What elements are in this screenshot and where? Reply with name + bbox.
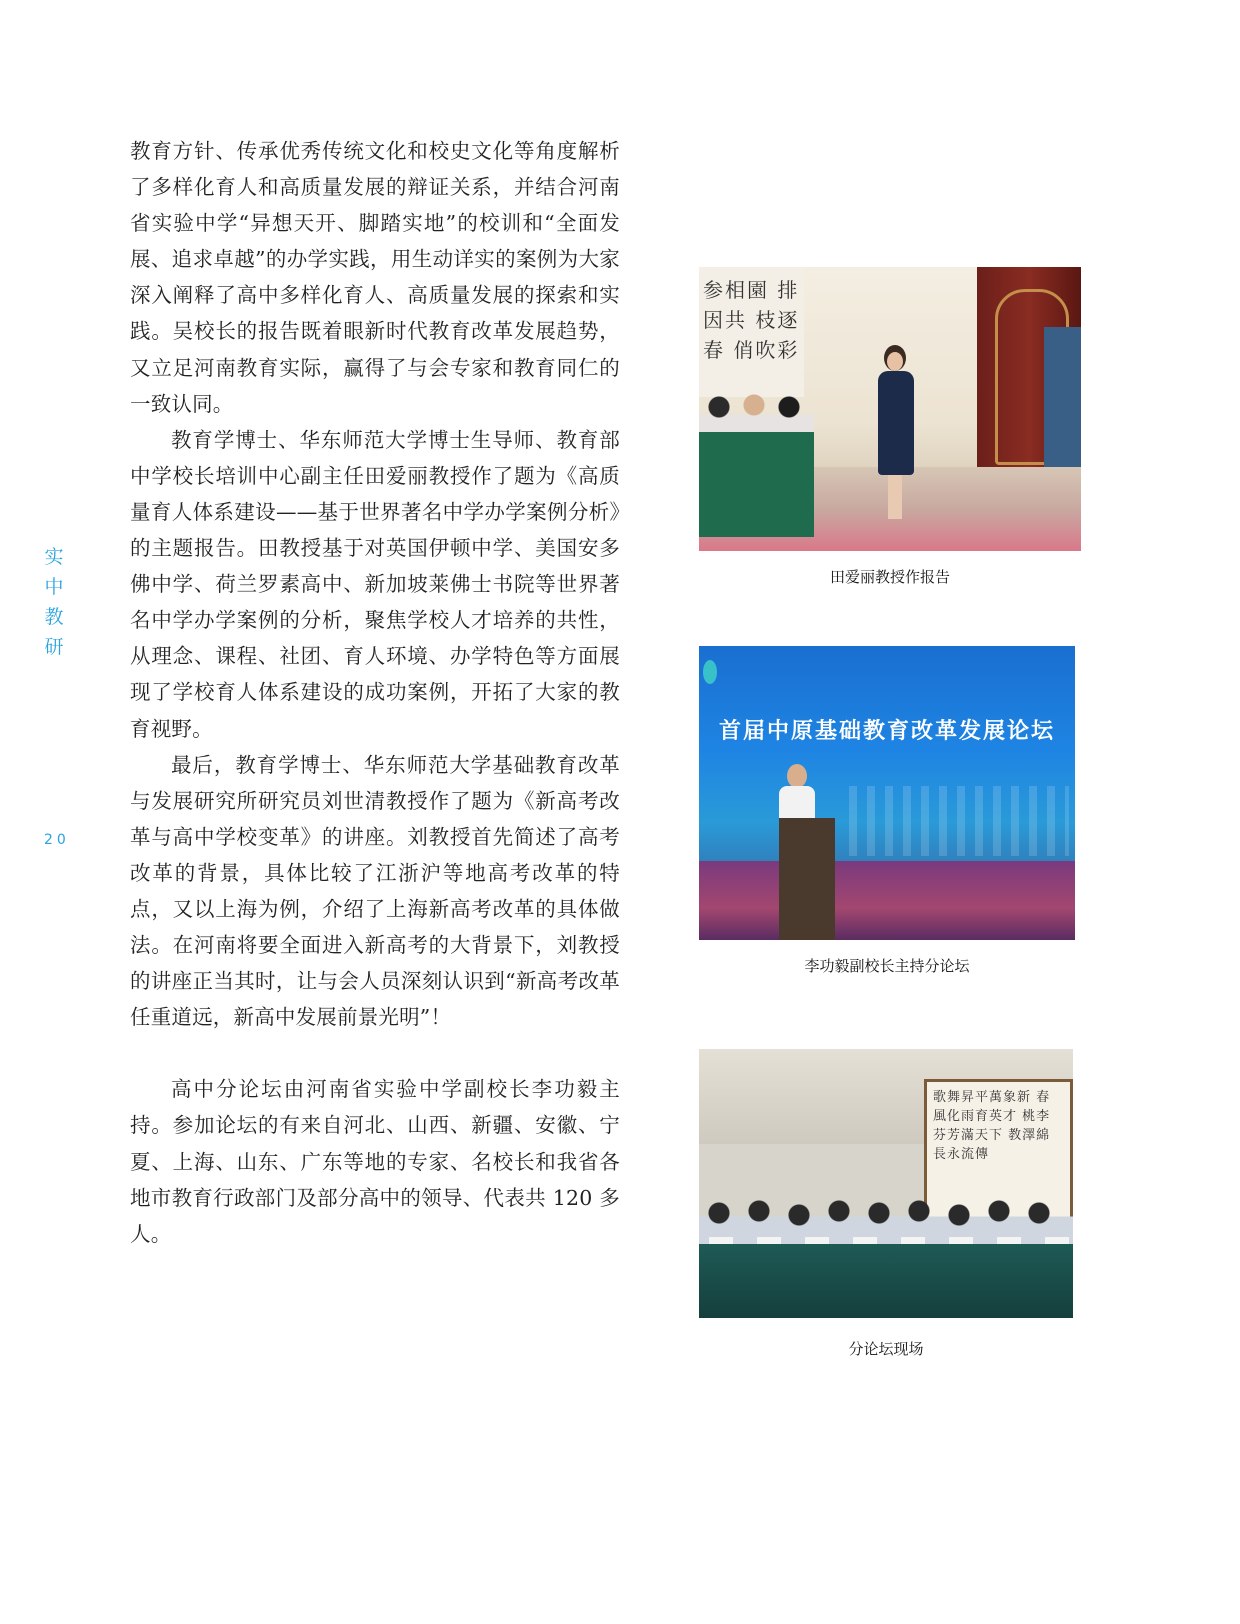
- section-label-char: 实: [44, 546, 64, 568]
- forum-banner-title: 首届中原基础教育改革发展论坛: [718, 719, 1055, 744]
- paragraph: 教育学博士、华东师范大学博士生导师、教育部中学校长培训中心副主任田爱丽教授作了题为《高质量育人体系建设——基于世界著名中学办学案例分析》的主题报告。田教授基于对英国伊顿中学、美国安多佛中学、荷兰罗素高中、新加坡莱佛士书院等世界著名中学办学案例的分析，聚焦学校人才培养的共性，从理念、课程、社团、育人环境、办学特色等方面展现了学校育人体系建设的成功案例，开拓了大家的教育视野。: [130, 427, 620, 741]
- seated-audience: [699, 387, 814, 437]
- paragraph: 最后，教育学博士、华东师范大学基础教育改革与发展研究所研究员刘世清教授作了题为《新高考改革与高中学校变革》的讲座。刘教授首先简述了高考改革的背景，具体比较了江浙沪等地高考改革的特点，又以上海为例，介绍了上海新高考改革的具体做法。在河南将要全面进入新高考的大背景下，刘教授的讲座正当其时，让与会人员深刻认识到“新高考改革任重道远，新高中发展前景光明”！: [130, 752, 620, 1030]
- photo-caption: 田爱丽教授作报告: [829, 568, 950, 586]
- photo-caption: 分论坛现场: [848, 1340, 924, 1358]
- speaker-figure: [874, 345, 916, 523]
- host-head: [787, 764, 807, 788]
- green-table: [699, 1244, 1073, 1318]
- photo-speaker-report: [699, 267, 1081, 551]
- calligraphy-panel: 歌舞昇平萬象新 春風化雨育英才 桃李芬芳滿天下 教澤綿長永流傳: [924, 1079, 1073, 1244]
- city-skyline: [849, 786, 1069, 856]
- photo-caption: 李功毅副校长主持分论坛: [804, 957, 970, 975]
- photo-forum-scene: [699, 1049, 1073, 1318]
- speaker-face: [887, 352, 903, 371]
- paragraph: 高中分论坛由河南省实验中学副校长李功毅主持。参加论坛的有来自河北、山西、新疆、安徽、宁夏、上海、山东、广东等地的专家、名校长和我省各地市教育行政部门及部分高中的领导、代表共 120 多人。: [130, 1077, 620, 1246]
- calligraphy-scroll: 参相園 排因共 枝逐春 俏吹彩: [699, 267, 804, 397]
- lectern: [779, 818, 835, 940]
- section-label-char: 教: [44, 606, 64, 628]
- forum-logo: [703, 660, 717, 684]
- section-label: [44, 546, 64, 658]
- speaker-legs: [888, 475, 902, 519]
- seated-panel: [699, 1189, 1073, 1244]
- stage-floor: [699, 861, 1075, 940]
- speaker-dress: [878, 371, 914, 475]
- paragraph: 教育方针、传承优秀传统文化和校史文化等角度解析了多样化育人和高质量发展的辩证关系，并结合河南省实验中学“异想天开、脚踏实地”的校训和“全面发展、追求卓越”的办学实践，用生动详实的案例为大家深入阐释了高中多样化育人、高质量发展的探索和实践。吴校长的报告既着眼新时代教育改革发展趋势，又立足河南教育实际，赢得了与会专家和教育同仁的一致认同。: [130, 139, 620, 416]
- section-label-char: 中: [44, 576, 64, 598]
- green-table: [699, 432, 814, 537]
- article-body: [130, 133, 620, 1252]
- section-label-char: 研: [44, 636, 64, 658]
- photo-forum-host: [699, 646, 1075, 940]
- page-number: 20: [44, 832, 70, 848]
